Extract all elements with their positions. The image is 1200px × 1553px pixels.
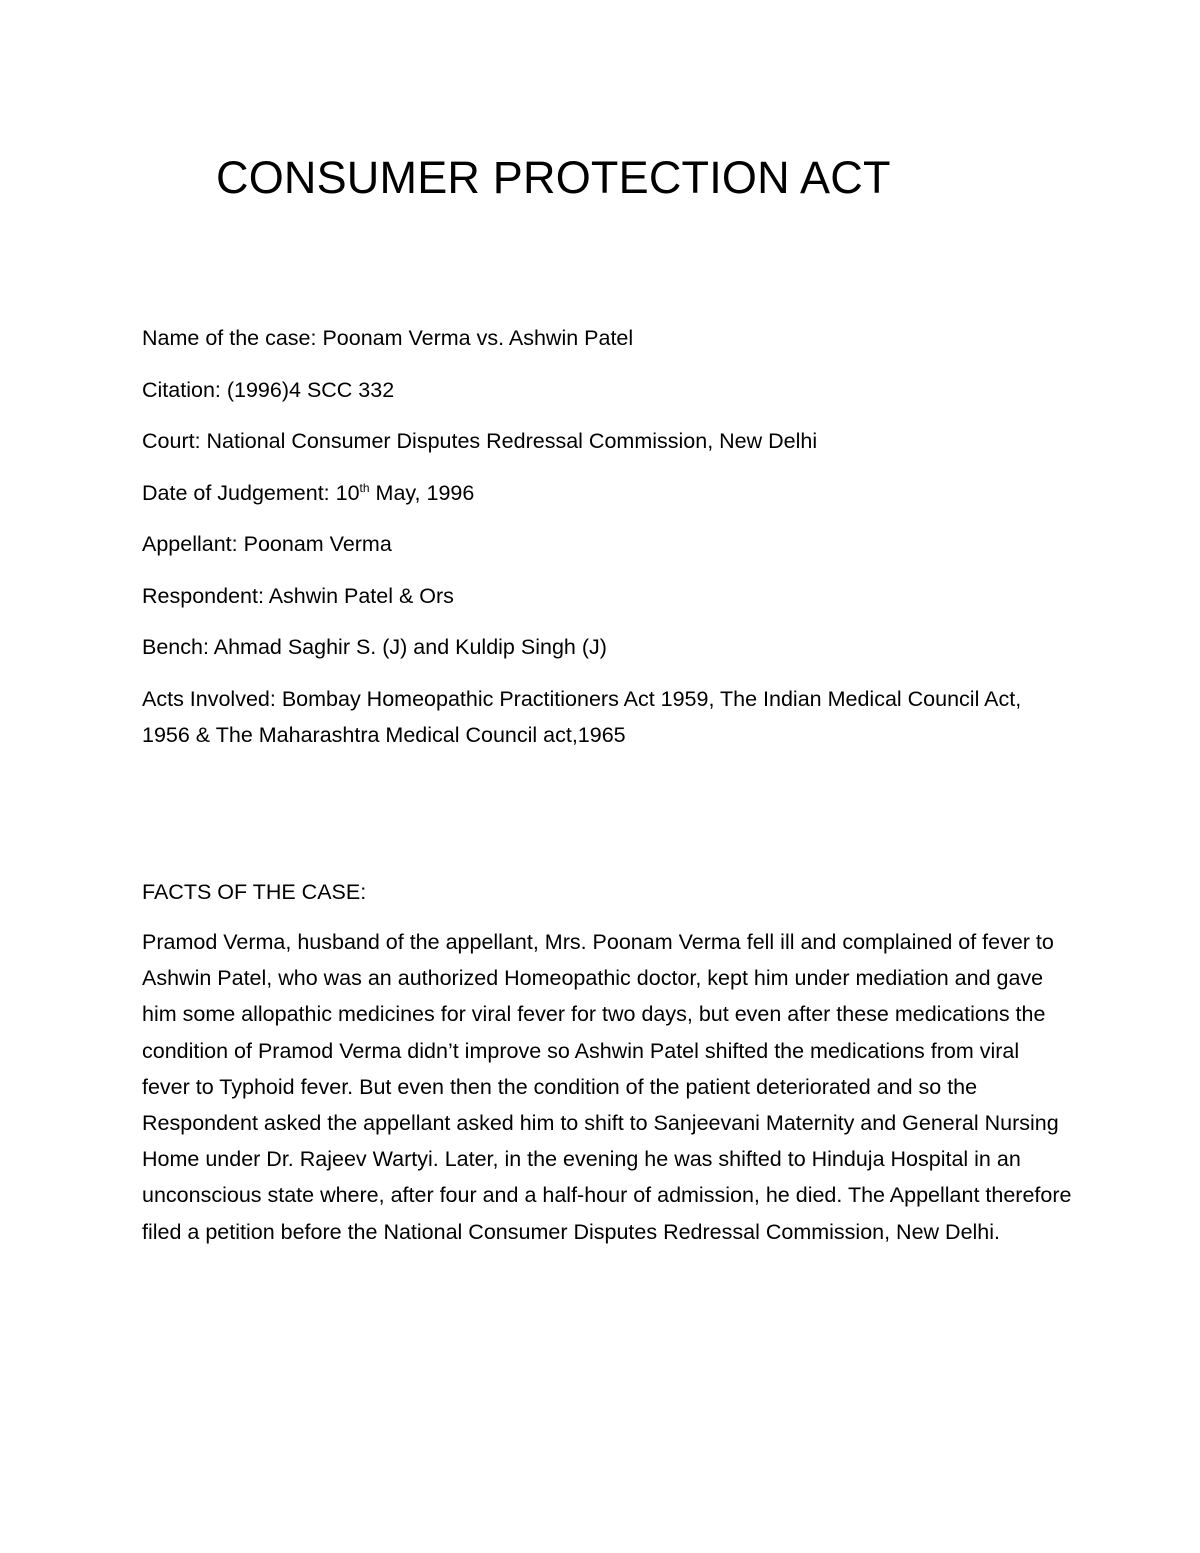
respondent-label: Respondent:	[142, 583, 269, 608]
judgement-date-line	[142, 475, 1072, 511]
court-line	[142, 423, 1072, 459]
appellant-label: Appellant:	[142, 532, 244, 556]
bench-line	[142, 629, 1072, 665]
facts-paragraph: Pramod Verma, husband of the appellant, Mrs. Poonam Verma fell ill and complained of fever to Ashwin Patel, who was an authorized Homeopathic doctor, kept him under mediation and gave him some allopathic medicines for viral fever for two days, but even after these medications the condition of Pramod Verma didn’t improve so Ashwin Patel shifted the medications from viral fever to Typhoid fever. But even then the condition of the patient deteriorated and so the Respondent asked the appellant asked him to shift to Sanjeevani Maternity and General Nursing Home under Dr. Rajeev Wartyi. Later, in the evening he was shifted to Hinduja Hospital in an unconscious state where, after four and a half-hour of admission, he died. The Appellant therefore filed a petition before the National Consumer Disputes Redressal Commission, New Delhi.	[142, 930, 1072, 1244]
bench-label: Bench:	[142, 635, 214, 659]
case-name-label: Name of the case:	[142, 326, 323, 350]
facts-heading: FACTS OF THE CASE:	[142, 880, 367, 904]
acts-involved-label: Acts Involved:	[142, 686, 282, 711]
citation-line	[142, 372, 1072, 408]
judgement-date-day: 10	[335, 480, 360, 505]
case-name-value: Poonam Verma vs. Ashwin Patel	[322, 326, 634, 350]
appellant-line	[142, 526, 1072, 562]
citation-label: Citation:	[142, 377, 227, 402]
case-details	[142, 320, 1072, 753]
judgement-date-label: Date of Judgement:	[142, 480, 336, 505]
citation-value: (1996)4 SCC 332	[226, 377, 395, 402]
respondent-value: Ashwin Patel & Ors	[268, 583, 454, 608]
judgement-date-rest: May, 1996	[369, 480, 475, 505]
case-name-line	[142, 320, 1072, 356]
acts-involved-value: Bombay Homeopathic Practitioners Act 1959, The Indian Medical Council Act, 1956 & The Maharashtra Medical Council act,1965	[142, 686, 1022, 747]
respondent-line	[142, 578, 1072, 614]
appellant-value: Poonam Verma	[243, 532, 392, 556]
judgement-date-ordinal: th	[359, 480, 370, 495]
court-value: National Consumer Disputes Redressal Commission, New Delhi	[206, 429, 818, 453]
bench-value: Ahmad Saghir S. (J) and Kuldip Singh (J)	[213, 635, 607, 659]
court-label: Court:	[142, 429, 207, 453]
page-title: CONSUMER PROTECTION ACT	[216, 152, 891, 203]
acts-involved-line	[142, 681, 1072, 753]
